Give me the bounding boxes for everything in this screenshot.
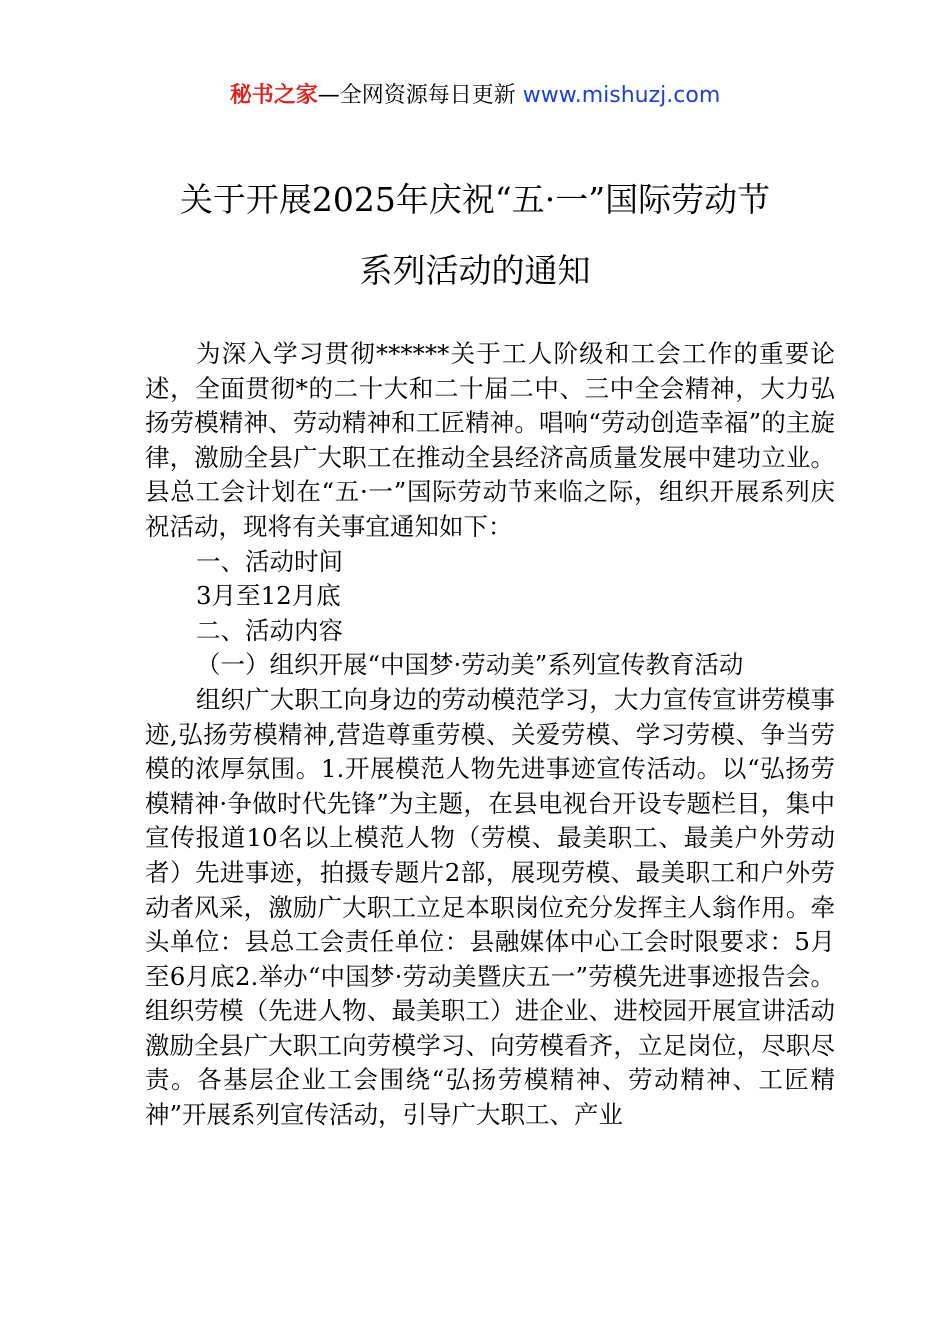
site-url-link[interactable]: www.mishuzj.com — [522, 83, 721, 108]
section-heading-activity-content: 二、活动内容 — [196, 615, 343, 645]
intro-paragraph: 为深入学习贯彻******关于工人阶级和工会工作的重要论述，全面贯彻*的二十大和二十届二中、三中全会精神，大力弘扬劳模精神、劳动精神和工匠精神。唱响“劳动创造幸福”的主旋律，激励全县广大职工在推动全县经济高质量发展中建功立业。县总工会计划在“五·一”国际劳动节来临之际，组织开展系列庆祝活动，现将有关事宜通知如下： — [145, 339, 835, 541]
document-title-line-1: 关于开展2025年庆祝“五·一”国际劳动节 — [179, 180, 771, 219]
document-title-line-2: 系列活动的通知 — [359, 251, 591, 290]
section-heading-activity-time: 一、活动时间 — [196, 546, 343, 576]
subsection-heading-1: （一）组织开展“中国梦·劳动美”系列宣传教育活动 — [196, 650, 744, 680]
activity-time-paragraph: 3月至12月底 — [196, 581, 341, 611]
document-body — [145, 337, 835, 1133]
body-paragraph: 组织广大职工向身边的劳动模范学习，大力宣传宣讲劳模事迹,弘扬劳模精神,营造尊重劳模、关爱劳模、学习劳模、争当劳模的浓厚氛围。1.开展模范人物先进事迹宣传活动。以“弘扬劳模精神·争做时代先锋”为主题，在县电视台开设专题栏目，集中宣传报道10名以上模范人物（劳模、最美职工、最美户外劳动者）先进事迹，拍摄专题片2部，展现劳模、最美职工和户外劳动者风采，激励广大职工立足本职岗位充分发挥主人翁作用。牵头单位：县总工会责任单位：县融媒体中心工会时限要求：5月至6月底2.举办“中国梦·劳动美暨庆五一”劳模先进事迹报告会。组织劳模（先进人物、最美职工）进企业、进校园开展宣讲活动激励全县广大职工向劳模学习、向劳模看齐，立足岗位，尽职尽责。各基层企业工会围绕“弘扬劳模精神、劳动精神、工匠精神”开展系列宣传活动，引导广大职工、产业 — [145, 684, 835, 1130]
site-slogan: —全网资源每日更新 — [317, 83, 516, 108]
site-header — [0, 80, 950, 112]
site-brand: 秘书之家 — [229, 83, 318, 108]
